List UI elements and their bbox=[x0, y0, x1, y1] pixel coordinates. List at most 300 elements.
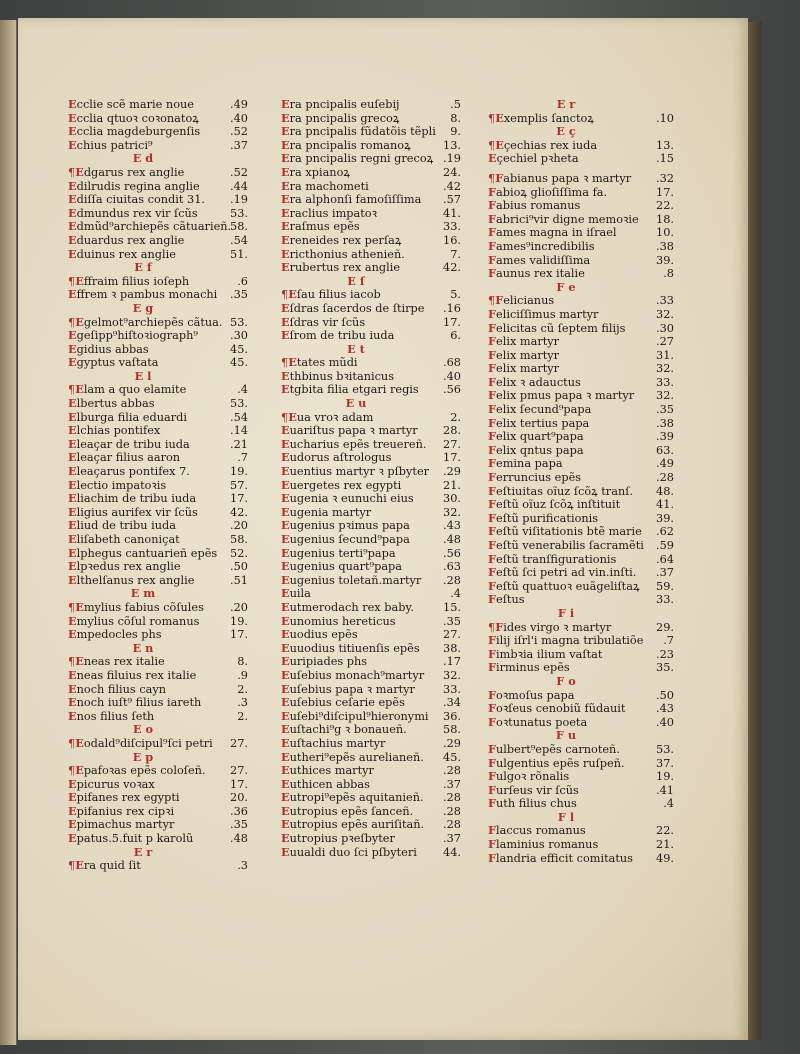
rubricated-initial: E bbox=[281, 667, 290, 682]
rubricated-initial: F bbox=[488, 429, 497, 444]
rubricated-initial: F bbox=[488, 741, 497, 756]
index-entry bbox=[281, 152, 461, 166]
rubricated-initial: E bbox=[75, 382, 84, 397]
rubricated-initial: F bbox=[488, 565, 497, 580]
entry-folio-number: .40 bbox=[443, 369, 461, 383]
entry-folio-number: .37 bbox=[443, 832, 461, 846]
rubricated-initial: F bbox=[488, 388, 497, 403]
entry-folio-number: .36 bbox=[230, 804, 248, 818]
rubricated-initial: E bbox=[68, 192, 77, 207]
entry-folio-number: 2. bbox=[237, 709, 248, 723]
entry-text: Eſdras vir ſcũs bbox=[281, 314, 366, 329]
entry-folio-number: 52. bbox=[230, 546, 248, 560]
entry-text: Egeſipp⁹hiſtoꝛiograph⁹ bbox=[68, 328, 198, 343]
entry-folio-number: 38. bbox=[443, 641, 461, 655]
entry-text: Fabrici⁹vir digne memoꝛie bbox=[488, 211, 639, 226]
entry-text: Felicitas cũ ſeptem filijs bbox=[488, 320, 626, 335]
entry-text: Epifanes rex egypti bbox=[68, 790, 180, 805]
rubricated-initial: E bbox=[68, 667, 77, 682]
index-entry bbox=[488, 621, 674, 635]
index-entry bbox=[68, 574, 248, 588]
entry-folio-number: 36. bbox=[443, 709, 461, 723]
entry-text: Eutropius pꝛeſbyter bbox=[281, 831, 395, 846]
rubricated-initial: E bbox=[68, 178, 77, 193]
rubricated-initial: E bbox=[281, 613, 290, 628]
entry-text: Filij iſrl'i magna tribulatiõe bbox=[488, 633, 644, 648]
entry-folio-number: 21. bbox=[656, 838, 674, 852]
rubricated-initial: E bbox=[281, 695, 290, 710]
index-entry bbox=[281, 261, 461, 275]
letter-heading-text: E n bbox=[132, 640, 154, 655]
index-entry bbox=[68, 655, 248, 669]
entry-folio-number: .50 bbox=[230, 560, 248, 574]
entry-folio-number: 17. bbox=[230, 777, 248, 791]
entry-folio-number: .33 bbox=[656, 294, 674, 308]
index-entry bbox=[488, 485, 674, 499]
letter-heading bbox=[281, 343, 461, 357]
index-entry bbox=[488, 213, 674, 227]
index-entry bbox=[488, 498, 674, 512]
entry-text: Fimbꝛia ilium vaſtat bbox=[488, 646, 603, 661]
index-entry bbox=[68, 248, 248, 262]
index-entry bbox=[281, 615, 461, 629]
rubricated-initial: F bbox=[488, 524, 497, 539]
entry-text: ¶Elam a quo elamite bbox=[68, 382, 187, 397]
rubricated-initial: E bbox=[281, 423, 290, 438]
rubricated-initial: E bbox=[281, 599, 290, 614]
entry-folio-number: 57. bbox=[230, 478, 248, 492]
entry-text: Eugenius toletañ.martyr bbox=[281, 572, 422, 587]
rubricated-initial: F bbox=[488, 551, 497, 566]
entry-folio-number: 31. bbox=[656, 348, 674, 362]
pilcrow-mark: ¶ bbox=[68, 315, 76, 329]
index-entry bbox=[488, 797, 674, 811]
entry-text: Edmũd⁹archiepẽs cãtuarieñ. bbox=[68, 219, 232, 234]
index-entry bbox=[68, 683, 248, 697]
rubricated-initial: E bbox=[281, 464, 290, 479]
entry-text: Enos filius ſeth bbox=[68, 708, 155, 723]
rubricated-initial: E bbox=[68, 518, 77, 533]
rubricated-initial: F bbox=[488, 442, 497, 457]
index-entry bbox=[281, 587, 461, 601]
entry-folio-number: .35 bbox=[230, 288, 248, 302]
rubricated-initial: E bbox=[68, 545, 77, 560]
entry-folio-number: .7 bbox=[237, 451, 248, 465]
letter-heading bbox=[68, 751, 248, 765]
entry-folio-number: .62 bbox=[656, 525, 674, 539]
entry-folio-number: 30. bbox=[443, 492, 461, 506]
index-entry bbox=[281, 139, 461, 153]
rubricated-initial: E bbox=[68, 124, 77, 139]
pilcrow-mark: ¶ bbox=[68, 736, 76, 750]
rubricated-initial: E bbox=[68, 423, 77, 438]
index-entry bbox=[281, 818, 461, 832]
rubricated-initial: E bbox=[68, 627, 77, 642]
entry-text: Epatus.5.fuit p karolũ bbox=[68, 831, 194, 846]
entry-folio-number: 33. bbox=[656, 375, 674, 389]
entry-text: Eugenius ſecund⁹papa bbox=[281, 532, 410, 546]
rubricated-initial: F bbox=[488, 225, 497, 240]
index-entry bbox=[68, 696, 248, 710]
index-entry bbox=[281, 751, 461, 765]
index-entry bbox=[68, 125, 248, 139]
entry-text: Ereneides rex perſaꝝ bbox=[281, 232, 402, 247]
index-entry bbox=[488, 172, 674, 186]
entry-folio-number: .64 bbox=[656, 552, 674, 566]
index-entry bbox=[281, 547, 461, 561]
entry-text: Felix martyr bbox=[488, 347, 560, 362]
rubricated-initial: E bbox=[75, 735, 84, 750]
rubricated-initial: E bbox=[281, 137, 290, 152]
index-entry bbox=[488, 648, 674, 662]
index-entry bbox=[281, 492, 461, 506]
letter-heading bbox=[488, 98, 674, 112]
rubricated-initial: E bbox=[281, 763, 290, 778]
entry-folio-number: 39. bbox=[656, 253, 674, 267]
entry-text: Foꝛtunatus poeta bbox=[488, 714, 588, 729]
entry-text: ¶Emylius fabius cõſules bbox=[68, 599, 204, 614]
rubricated-initial: E bbox=[281, 450, 290, 465]
entry-text: Euualdi duo ſci pſbyteri bbox=[281, 844, 417, 859]
entry-text: Ecclia magdeburgenſis bbox=[68, 124, 201, 139]
letter-heading-text: E m bbox=[130, 586, 156, 601]
rubricated-initial: E bbox=[281, 246, 290, 261]
letter-heading bbox=[488, 607, 674, 621]
entry-folio-number: .39 bbox=[656, 430, 674, 444]
index-entry bbox=[488, 308, 674, 322]
entry-text: Edmundus rex vir ſcũs bbox=[68, 205, 198, 220]
entry-folio-number: 19. bbox=[230, 465, 248, 479]
entry-text: ¶Eneas rex italie bbox=[68, 654, 165, 669]
rubricated-initial: E bbox=[281, 532, 290, 546]
index-entry bbox=[68, 329, 248, 343]
rubricated-initial: E bbox=[68, 137, 77, 152]
entry-folio-number: .10 bbox=[656, 111, 674, 125]
entry-text: Ecclia qtuoꝛ coꝛonatoꝝ bbox=[68, 110, 199, 125]
entry-text: Eutropi⁹epẽs aquitanieñ. bbox=[281, 790, 424, 805]
entry-text: ¶Eodald⁹diſcipul⁹ſci petri bbox=[68, 735, 213, 750]
rubricated-initial: E bbox=[68, 817, 77, 832]
entry-folio-number: 39. bbox=[656, 511, 674, 525]
rubricated-initial: E bbox=[281, 436, 290, 451]
entry-text: Felix ſecund⁹papa bbox=[488, 402, 592, 417]
rubricated-initial: F bbox=[488, 456, 497, 471]
entry-folio-number: 41. bbox=[443, 206, 461, 220]
entry-folio-number: 37. bbox=[656, 756, 674, 770]
entry-text: Firminus epẽs bbox=[488, 660, 570, 675]
index-entry bbox=[488, 349, 674, 363]
rubricated-initial: E bbox=[281, 803, 290, 818]
entry-text: Eduinus rex anglie bbox=[68, 246, 176, 261]
index-entry bbox=[488, 322, 674, 336]
letter-heading-text: E u bbox=[345, 396, 367, 411]
rubricated-initial: F bbox=[488, 755, 497, 770]
entry-text: ¶Etates mũdi bbox=[281, 355, 358, 370]
facing-page-edge bbox=[0, 20, 17, 1045]
rubricated-initial: E bbox=[68, 681, 77, 696]
entry-text: Eneas filuius rex italie bbox=[68, 667, 197, 682]
index-entry bbox=[281, 193, 461, 207]
entry-text: Eunomius hereticus bbox=[281, 613, 396, 628]
index-entry bbox=[68, 764, 248, 778]
entry-text: Eçechiel pꝛheta bbox=[488, 151, 579, 166]
entry-folio-number: 21. bbox=[443, 478, 461, 492]
letter-heading bbox=[68, 302, 248, 316]
entry-text: Era pncipalis regni grecoꝝ bbox=[281, 151, 434, 166]
index-entry bbox=[281, 383, 461, 397]
entry-folio-number: 49. bbox=[656, 851, 674, 865]
rubricated-initial: E bbox=[281, 110, 290, 125]
rubricated-initial: E bbox=[281, 654, 290, 669]
entry-text: Eliud de tribu iuda bbox=[68, 518, 176, 533]
index-entry bbox=[281, 574, 461, 588]
entry-text: Eraclius impatoꝛ bbox=[281, 205, 377, 220]
index-entry bbox=[281, 560, 461, 574]
entry-folio-number: .20 bbox=[230, 600, 248, 614]
rubricated-initial: E bbox=[281, 477, 290, 492]
index-entry bbox=[281, 628, 461, 642]
index-entry bbox=[68, 737, 248, 751]
entry-text: Foꝛſeus cenobiũ fũdauit bbox=[488, 701, 626, 716]
rubricated-initial: F bbox=[488, 633, 497, 648]
entry-text: Eleaçar de tribu iuda bbox=[68, 436, 190, 451]
entry-folio-number: .21 bbox=[230, 437, 248, 451]
rubricated-initial: F bbox=[488, 714, 497, 729]
pilcrow-mark: ¶ bbox=[68, 165, 76, 179]
rubricated-initial: F bbox=[488, 687, 497, 702]
rubricated-initial: F bbox=[488, 769, 497, 784]
entry-folio-number: .35 bbox=[230, 818, 248, 832]
rubricated-initial: E bbox=[281, 504, 290, 519]
rubricated-initial: E bbox=[281, 627, 290, 642]
letter-heading bbox=[68, 723, 248, 737]
entry-folio-number: 10. bbox=[656, 226, 674, 240]
letter-heading-text: F l bbox=[557, 809, 575, 824]
rubricated-initial: F bbox=[488, 592, 497, 607]
rubricated-initial: F bbox=[488, 347, 497, 362]
rubricated-initial: E bbox=[281, 219, 290, 234]
index-entry bbox=[68, 560, 248, 574]
index-entry bbox=[68, 166, 248, 180]
rubricated-initial: E bbox=[68, 409, 77, 424]
entry-text: Elphegus cantuarieñ epẽs bbox=[68, 545, 218, 560]
entry-text: Feſtũ purificationis bbox=[488, 510, 599, 525]
index-entry bbox=[488, 267, 674, 281]
rubricated-initial: F bbox=[488, 538, 497, 552]
index-entry bbox=[281, 180, 461, 194]
index-entry bbox=[281, 411, 461, 425]
entry-folio-number: .28 bbox=[443, 573, 461, 587]
entry-folio-number: 59. bbox=[656, 579, 674, 593]
entry-text: Fames validiſſima bbox=[488, 252, 591, 267]
index-entry bbox=[488, 593, 674, 607]
index-entry bbox=[68, 805, 248, 819]
entry-folio-number: .30 bbox=[230, 329, 248, 343]
rubricated-initial: F bbox=[488, 334, 497, 349]
entry-folio-number: .37 bbox=[656, 566, 674, 580]
entry-folio-number: .37 bbox=[443, 777, 461, 791]
entry-folio-number: 35. bbox=[656, 661, 674, 675]
entry-text: Euſtachi⁹g ꝛ bonaueñ. bbox=[281, 722, 407, 737]
entry-text: Ferruncius epẽs bbox=[488, 470, 582, 485]
entry-folio-number: .57 bbox=[443, 193, 461, 207]
rubricated-initial: E bbox=[281, 572, 290, 587]
index-entry bbox=[68, 438, 248, 452]
rubricated-initial: E bbox=[281, 97, 290, 111]
entry-folio-number: .48 bbox=[443, 533, 461, 546]
rubricated-initial: F bbox=[495, 293, 504, 308]
rubricated-initial: E bbox=[68, 491, 77, 506]
letter-heading-text: E f bbox=[134, 260, 152, 275]
index-entry bbox=[281, 778, 461, 792]
index-entry bbox=[281, 288, 461, 302]
entry-text: Elbertus abbas bbox=[68, 396, 155, 411]
index-entry bbox=[488, 838, 674, 852]
index-entry bbox=[281, 302, 461, 316]
entry-folio-number: 18. bbox=[656, 212, 674, 226]
index-entry bbox=[488, 417, 674, 431]
entry-folio-number: 58. bbox=[443, 723, 461, 737]
letter-heading bbox=[488, 729, 674, 743]
entry-folio-number: 27. bbox=[230, 736, 248, 750]
entry-folio-number: .32 bbox=[656, 171, 674, 185]
entry-folio-number: 19. bbox=[656, 770, 674, 784]
entry-folio-number: 13. bbox=[443, 138, 461, 152]
index-entry bbox=[68, 180, 248, 194]
index-entry bbox=[488, 757, 674, 771]
rubricated-initial: E bbox=[68, 464, 77, 479]
entry-text: Futh filius chus bbox=[488, 796, 577, 811]
entry-text: Eduardus rex anglie bbox=[68, 232, 185, 247]
rubricated-initial: E bbox=[288, 287, 297, 302]
rubricated-initial: E bbox=[68, 341, 77, 356]
index-entry bbox=[281, 316, 461, 330]
entry-text: Fulgentius epẽs ruſpeñ. bbox=[488, 755, 625, 770]
entry-folio-number: .34 bbox=[443, 696, 461, 710]
pilcrow-mark: ¶ bbox=[68, 274, 76, 288]
entry-folio-number: .27 bbox=[656, 335, 674, 349]
entry-folio-number: 22. bbox=[656, 824, 674, 838]
index-entry bbox=[281, 642, 461, 656]
index-entry bbox=[281, 737, 461, 751]
rubricated-initial: E bbox=[281, 790, 290, 805]
entry-text: Euſebi⁹diſcipul⁹hieronymi bbox=[281, 708, 429, 723]
entry-folio-number: .3 bbox=[237, 696, 248, 710]
index-entry bbox=[488, 254, 674, 268]
entry-folio-number: .40 bbox=[656, 715, 674, 729]
rubricated-initial: E bbox=[75, 599, 84, 614]
entry-text: Euthicen abbas bbox=[281, 776, 370, 791]
entry-text: Echius patrici⁹ bbox=[68, 137, 153, 152]
rubricated-initial: E bbox=[281, 749, 290, 764]
entry-text: Flaminius romanus bbox=[488, 837, 599, 852]
entry-text: Eugenius quart⁹papa bbox=[281, 559, 403, 574]
entry-folio-number: .28 bbox=[443, 818, 461, 832]
index-entry bbox=[68, 397, 248, 411]
index-entry bbox=[488, 389, 674, 403]
rubricated-initial: E bbox=[75, 763, 84, 778]
entry-folio-number: .52 bbox=[230, 125, 248, 139]
entry-text: Fabioꝝ glioſiſſima fa. bbox=[488, 184, 608, 199]
entry-folio-number: 32. bbox=[443, 505, 461, 519]
letter-heading bbox=[68, 846, 248, 860]
entry-text: Eugenia martyr bbox=[281, 504, 372, 519]
entry-folio-number: .4 bbox=[237, 383, 248, 397]
entry-folio-number: .68 bbox=[443, 356, 461, 370]
entry-folio-number: 27. bbox=[443, 628, 461, 642]
entry-folio-number: 2. bbox=[237, 682, 248, 696]
entry-text: ¶Felicianus bbox=[488, 293, 555, 308]
entry-folio-number: .56 bbox=[443, 546, 461, 560]
entry-folio-number: 9. bbox=[450, 125, 461, 139]
entry-folio-number: 13. bbox=[656, 138, 674, 152]
pilcrow-mark: ¶ bbox=[488, 620, 496, 634]
entry-text: Elchias pontifex bbox=[68, 423, 161, 438]
letter-heading bbox=[281, 275, 461, 289]
index-entry bbox=[68, 628, 248, 642]
rubricated-initial: E bbox=[288, 409, 297, 424]
entry-folio-number: .30 bbox=[656, 321, 674, 335]
entry-folio-number: .49 bbox=[656, 457, 674, 471]
rubricated-initial: E bbox=[75, 858, 84, 873]
entry-text: Felix pmus papa ꝛ martyr bbox=[488, 388, 635, 403]
entry-text: ¶Edgarus rex anglie bbox=[68, 164, 185, 179]
entry-text: Euuodius titiuenſis epẽs bbox=[281, 640, 420, 655]
entry-folio-number: 27. bbox=[230, 764, 248, 778]
letter-heading-text: E o bbox=[132, 722, 154, 737]
rubricated-initial: E bbox=[68, 504, 77, 519]
entry-text: Euſebius monach⁹martyr bbox=[281, 667, 425, 682]
pilcrow-mark: ¶ bbox=[68, 764, 76, 778]
letter-heading-text: E l bbox=[134, 368, 152, 383]
entry-text: ¶Era quid ſit bbox=[68, 858, 141, 873]
pilcrow-mark: ¶ bbox=[68, 859, 76, 873]
entry-folio-number: 63. bbox=[656, 443, 674, 457]
rubricated-initial: F bbox=[488, 837, 497, 852]
index-entry bbox=[281, 696, 461, 710]
rubricated-initial: E bbox=[281, 491, 290, 506]
entry-folio-number: .15 bbox=[656, 152, 674, 166]
rubricated-initial: F bbox=[488, 646, 497, 661]
index-entry bbox=[281, 112, 461, 126]
entry-text: Era machometi bbox=[281, 178, 369, 193]
entry-folio-number: .42 bbox=[443, 179, 461, 193]
entry-text: Feſtũ tranſfigurationis bbox=[488, 551, 617, 566]
entry-folio-number: .19 bbox=[443, 152, 461, 166]
entry-folio-number: 6. bbox=[450, 329, 461, 343]
entry-folio-number: 17. bbox=[656, 185, 674, 199]
entry-text: Era pncipalis romanoꝝ bbox=[281, 137, 411, 152]
rubricated-initial: E bbox=[281, 708, 290, 723]
entry-text: Felix martyr bbox=[488, 361, 560, 376]
index-entry bbox=[488, 852, 674, 866]
index-entry bbox=[488, 634, 674, 648]
entry-folio-number: 2. bbox=[450, 410, 461, 424]
entry-folio-number: 53. bbox=[230, 315, 248, 329]
entry-text: Eugenius terti⁹papa bbox=[281, 545, 396, 560]
rubricated-initial: E bbox=[68, 803, 77, 818]
rubricated-initial: E bbox=[281, 300, 290, 315]
index-entry bbox=[281, 125, 461, 139]
entry-text: Feſtũ oĩuz ſcõꝝ inſtituit bbox=[488, 497, 621, 512]
entry-text: ¶Exemplis ſanctoꝝ bbox=[488, 110, 594, 125]
pilcrow-mark: ¶ bbox=[68, 600, 76, 614]
entry-folio-number: 42. bbox=[230, 505, 248, 519]
rubricated-initial: F bbox=[495, 619, 504, 634]
entry-text: Empedocles phs bbox=[68, 627, 162, 642]
entry-folio-number: 22. bbox=[656, 199, 674, 213]
index-entry bbox=[281, 329, 461, 343]
